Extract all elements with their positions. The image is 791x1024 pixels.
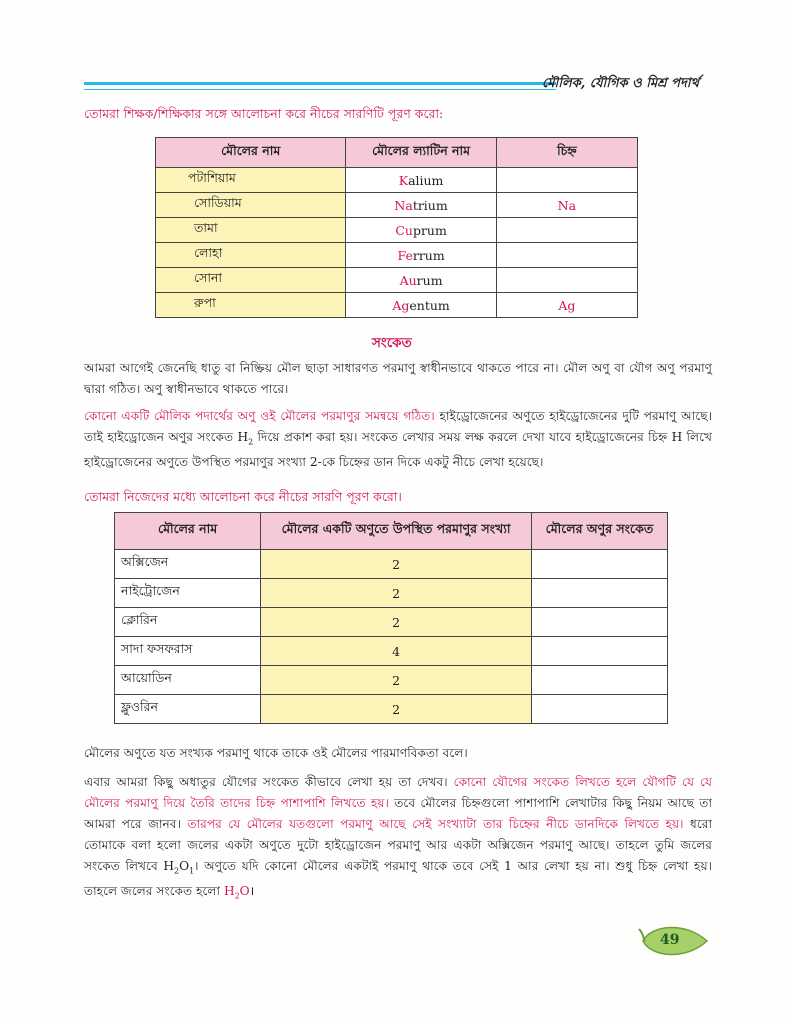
latin-name-cell bbox=[346, 268, 496, 293]
paragraph-2-highlight: কোনো একটি মৌলিক পদার্থের অণু ওই মৌলের পরমাণুর সমন্বয়ে গঠিত। bbox=[84, 409, 435, 423]
latin-prefix: Na bbox=[394, 197, 413, 213]
element-name-cell: তামা bbox=[156, 218, 346, 243]
latin-prefix: Cu bbox=[395, 222, 413, 238]
element-name-cell: ক্লোরিন bbox=[115, 608, 261, 637]
col-atom-count: মৌলের একটি অণুতে উপস্থিত পরমাণুর সংখ্যা bbox=[261, 513, 532, 550]
element-name-cell: লোহা bbox=[156, 243, 346, 268]
element-name-cell: অক্সিজেন bbox=[115, 550, 261, 579]
latin-prefix: K bbox=[398, 172, 409, 188]
table-row bbox=[115, 695, 668, 724]
col-element-name: মৌলের নাম bbox=[156, 138, 346, 168]
table-row bbox=[156, 218, 638, 243]
formula-cell[interactable] bbox=[531, 637, 667, 666]
header-rule bbox=[84, 82, 556, 85]
paragraph-4-text-3: ধরো তোমাকে বলা হলো জলের একটা অণুতে দুটো হাইড্রোজেন পরমাণু আর একটা অক্সিজেন পরমাণু আছে। তাহলে তুমি জলের সংকেত লিখবে H bbox=[84, 817, 713, 873]
latin-name-table bbox=[155, 137, 638, 318]
formula-cell[interactable] bbox=[531, 695, 667, 724]
atom-count-cell: 2 bbox=[261, 579, 532, 608]
atom-count-cell: 2 bbox=[261, 608, 532, 637]
subscript: 2 bbox=[234, 891, 240, 901]
paragraph-4 bbox=[84, 772, 712, 907]
symbol-cell: Ag bbox=[496, 293, 637, 318]
table-row bbox=[115, 550, 668, 579]
paragraph-4-text-6: । bbox=[249, 884, 255, 899]
instruction-1: তোমরা শিক্ষক/শিক্ষিকার সঙ্গে আলোচনা করে নীচের সারণিটি পূরণ করো: bbox=[84, 106, 444, 121]
atom-count-cell: 2 bbox=[261, 666, 532, 695]
latin-name-cell bbox=[346, 193, 496, 218]
latin-name-cell bbox=[346, 243, 496, 268]
latin-suffix: trium bbox=[412, 197, 448, 213]
header-rule-thin bbox=[84, 89, 556, 90]
element-name-cell: ফ্লুওরিন bbox=[115, 695, 261, 724]
latin-prefix: Fe bbox=[397, 247, 413, 263]
table-header-row bbox=[115, 513, 668, 550]
latin-suffix: prum bbox=[412, 222, 447, 238]
latin-prefix: Ag bbox=[392, 297, 410, 313]
latin-suffix: alium bbox=[408, 172, 444, 188]
instruction-2: তোমরা নিজেদের মধ্যে আলোচনা করে নীচের সারণি পূরণ করো। bbox=[84, 489, 402, 504]
table-row bbox=[156, 168, 638, 193]
paragraph-2-text-a: হাইড্রোজেনের অণুতে হাইড্রোজেনের দুটি পরমাণু আছে। তাই হাইড্রোজেন অণুর সংকেত H bbox=[84, 409, 712, 444]
latin-name-cell bbox=[346, 218, 496, 243]
element-name-cell: সাদা ফসফরাস bbox=[115, 637, 261, 666]
atomicity-table bbox=[114, 512, 668, 724]
paragraph-4-text-1: এবার আমরা কিছু অধাতুর যৌগের সংকেত কীভাবে লেখা হয় তা দেখব। bbox=[84, 775, 454, 789]
paragraph-1: আমরা আগেই জেনেছি ধাতু বা নিষ্ক্রিয় মৌল ছাড়া সাধারণত পরমাণু স্বাধীনভাবে থাকতে পারে না। মৌল অণু বা যৌগ অণু পরমাণু দ্বারা গঠিত। অণু স্বাধীনভাবে থাকতে পারে। bbox=[84, 361, 712, 396]
paragraph-2-text-b: দিয়ে প্রকাশ করা হয়। সংকেত লেখার সময় লক্ষ করলে দেখা যাবে হাইড্রোজেনের চিহ্ন H লিখে হাইড্রোজেনের অণুতে উপস্থিত পরমাণুর সংখ্যা 2-কে চিহ্নের ডান দিকে একটু নীচে লেখা হয়েছে। bbox=[84, 430, 712, 470]
formula-o: O bbox=[239, 884, 250, 899]
table-row bbox=[156, 293, 638, 318]
table-row bbox=[115, 666, 668, 695]
formula-cell[interactable] bbox=[531, 666, 667, 695]
symbol-cell bbox=[496, 243, 637, 268]
paragraph-4-text-5: । অণুতে যদি কোনো মৌলের একটাই পরমাণু থাকে তবে সেই 1 আর লেখা হয় না। শুধু চিহ্ন লেখা হয়। তাহলে জলের সংকেত হলো bbox=[84, 859, 712, 899]
atom-count-cell: 2 bbox=[261, 695, 532, 724]
atom-count-cell: 2 bbox=[261, 550, 532, 579]
paragraph-2-subscript: 2 bbox=[248, 437, 254, 447]
symbol-cell bbox=[496, 168, 637, 193]
symbol-cell bbox=[496, 218, 637, 243]
subscript: 1 bbox=[189, 866, 195, 876]
paragraph-4-text-4: O bbox=[179, 859, 190, 873]
formula-cell[interactable] bbox=[531, 550, 667, 579]
atom-count-cell: 4 bbox=[261, 637, 532, 666]
paragraph-4-highlight-2: তারপর যে মৌলের যতগুলো পরমাণু আছে সেই সংখ্যাটা তার চিহ্নের নীচে ডানদিকে লিখতে হয়। bbox=[187, 817, 684, 831]
latin-suffix: rrum bbox=[412, 247, 445, 263]
element-name-cell: রুপা bbox=[156, 293, 346, 318]
formula-cell[interactable] bbox=[531, 608, 667, 637]
latin-name-cell bbox=[346, 168, 496, 193]
paragraph-2 bbox=[84, 406, 712, 473]
table-row bbox=[156, 243, 638, 268]
formula-h: H bbox=[223, 884, 235, 899]
table-row bbox=[115, 637, 668, 666]
latin-prefix: Au bbox=[399, 272, 417, 288]
element-name-cell: সোনা bbox=[156, 268, 346, 293]
col-symbol: চিহ্ন bbox=[496, 138, 637, 168]
symbol-cell bbox=[496, 268, 637, 293]
table-row bbox=[115, 608, 668, 637]
page-number: 49 bbox=[660, 932, 680, 948]
element-name-cell: আয়োডিন bbox=[115, 666, 261, 695]
chapter-title: মৌলিক, যৌগিক ও মিশ্র পদার্থ bbox=[542, 76, 699, 91]
section-heading: সংকেত bbox=[372, 335, 412, 351]
paragraph-4-highlight-1: কোনো যৌগের সংকেত লিখতে হলে যৌগটি যে যে মৌলের পরমাণু দিয়ে তৈরি তাদের চিহ্ন পাশাপাশি লিখতে হয়। bbox=[84, 775, 712, 810]
table-header-row bbox=[156, 138, 638, 168]
table-row bbox=[156, 268, 638, 293]
formula-cell[interactable] bbox=[531, 579, 667, 608]
paragraph-4-text-2: তবে মৌলের চিহ্নগুলো পাশাপাশি লেখাটার কিছু নিয়ম আছে তা আমরা পরে জানব। bbox=[84, 796, 712, 831]
latin-suffix: entum bbox=[409, 297, 450, 313]
col-molecular-formula: মৌলের অণুর সংকেত bbox=[531, 513, 667, 550]
element-name-cell: সোডিয়াম bbox=[156, 193, 346, 218]
table-row bbox=[115, 579, 668, 608]
latin-name-cell bbox=[346, 293, 496, 318]
symbol-cell: Na bbox=[496, 193, 637, 218]
table-row bbox=[156, 193, 638, 218]
element-name-cell: নাইট্রোজেন bbox=[115, 579, 261, 608]
water-formula bbox=[223, 884, 250, 901]
subscript: 2 bbox=[173, 866, 180, 876]
latin-suffix: rum bbox=[416, 272, 443, 288]
col-element-name: মৌলের নাম bbox=[115, 513, 261, 550]
element-name-cell: পটাশিয়াম bbox=[156, 168, 346, 193]
col-latin-name: মৌলের ল্যাটিন নাম bbox=[346, 138, 496, 168]
paragraph-3: মৌলের অণুতে যত সংখ্যক পরমাণু থাকে তাকে ওই মৌলের পারমাণবিকতা বলে। bbox=[84, 746, 468, 760]
